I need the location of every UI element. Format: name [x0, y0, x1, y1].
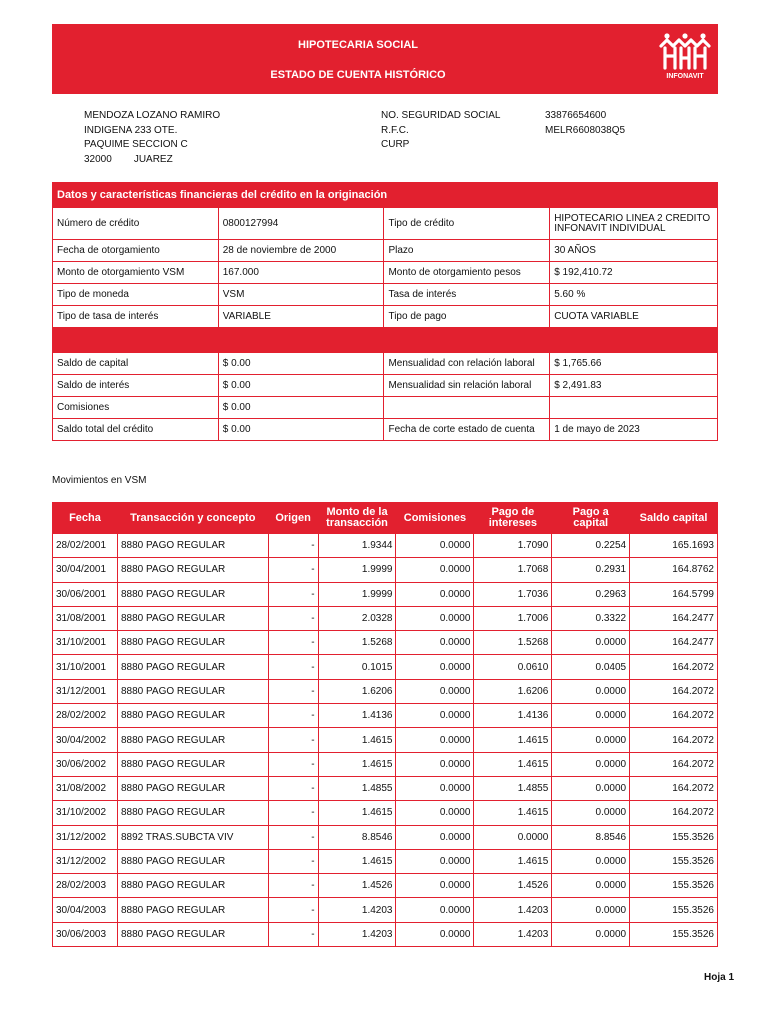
capital-cell: 0.0000 [552, 922, 630, 946]
numero-credito-label: Número de crédito [53, 208, 219, 240]
holder-zip: 32000 [84, 153, 112, 165]
intereses-cell: 1.4615 [474, 752, 552, 776]
intereses-cell: 1.5268 [474, 631, 552, 655]
monto-cell: 1.4615 [318, 728, 396, 752]
concepto-cell: 8880 PAGO REGULAR [117, 606, 268, 630]
table-row [53, 801, 718, 825]
origen-cell: - [268, 606, 318, 630]
comisiones-cell: 0.0000 [396, 582, 474, 606]
capital-cell: 0.0000 [552, 898, 630, 922]
origen-cell: - [268, 776, 318, 800]
capital-cell: 8.8546 [552, 825, 630, 849]
saldo-cell: 155.3526 [630, 922, 718, 946]
credit-summary-table [52, 182, 718, 441]
saldo-capital-value: $ 0.00 [218, 353, 384, 375]
capital-cell: 0.2963 [552, 582, 630, 606]
holder-name: MENDOZA LOZANO RAMIRO [84, 110, 221, 121]
capital-cell: 0.0000 [552, 704, 630, 728]
concepto-cell: 8880 PAGO REGULAR [117, 874, 268, 898]
monto-cell: 1.4855 [318, 776, 396, 800]
intereses-cell: 1.7006 [474, 606, 552, 630]
credit-section-header [53, 183, 718, 208]
capital-cell: 0.0000 [552, 631, 630, 655]
saldo-total-label: Saldo total del crédito [53, 419, 219, 441]
saldo-cell: 164.2477 [630, 606, 718, 630]
tipo-moneda-label: Tipo de moneda [53, 284, 219, 306]
house-icon [656, 32, 714, 72]
intereses-cell: 1.4615 [474, 728, 552, 752]
saldo-capital-label: Saldo de capital [53, 353, 219, 375]
fecha-otorgamiento-value: 28 de noviembre de 2000 [218, 240, 384, 262]
concepto-cell: 8880 PAGO REGULAR [117, 631, 268, 655]
tipo-credito-value: HIPOTECARIO LINEA 2 CREDITO INFONAVIT INDIVIDUAL [550, 208, 718, 240]
table-row [53, 776, 718, 800]
comisiones-cell: 0.0000 [396, 655, 474, 679]
table-row [53, 825, 718, 849]
intereses-cell: 0.0000 [474, 825, 552, 849]
fecha-cell: 30/04/2002 [53, 728, 118, 752]
saldo-cell: 164.2072 [630, 728, 718, 752]
monto-cell: 1.9999 [318, 582, 396, 606]
saldo-cell: 155.3526 [630, 849, 718, 873]
infonavit-logo [656, 32, 714, 88]
concepto-cell: 8880 PAGO REGULAR [117, 655, 268, 679]
monto-cell: 1.4203 [318, 922, 396, 946]
concepto-cell: 8880 PAGO REGULAR [117, 922, 268, 946]
col-monto: Monto de la transacción [318, 503, 396, 534]
saldo-cell: 165.1693 [630, 534, 718, 558]
comisiones-cell: 0.0000 [396, 631, 474, 655]
capital-cell: 0.0000 [552, 874, 630, 898]
fecha-cell: 28/02/2001 [53, 534, 118, 558]
capital-cell: 0.2254 [552, 534, 630, 558]
rfc-label: R.F.C. [381, 124, 409, 136]
table-row [53, 284, 718, 306]
saldo-interes-value: $ 0.00 [218, 375, 384, 397]
concepto-cell: 8880 PAGO REGULAR [117, 776, 268, 800]
fecha-cell: 31/08/2001 [53, 606, 118, 630]
comisiones-value: $ 0.00 [218, 397, 384, 419]
fecha-cell: 31/12/2002 [53, 849, 118, 873]
nss-value: 33876654600 [545, 110, 607, 121]
fecha-cell: 31/10/2001 [53, 631, 118, 655]
table-row [53, 558, 718, 582]
tipo-tasa-value: VARIABLE [218, 306, 384, 328]
fecha-cell: 30/06/2003 [53, 922, 118, 946]
movements-title: Movimientos en VSM [52, 475, 147, 486]
table-row [53, 262, 718, 284]
plazo-value: 30 AÑOS [550, 240, 718, 262]
fecha-otorgamiento-label: Fecha de otorgamiento [53, 240, 219, 262]
table-row [53, 306, 718, 328]
table-row [53, 208, 718, 240]
comisiones-cell: 0.0000 [396, 825, 474, 849]
concepto-cell: 8880 PAGO REGULAR [117, 534, 268, 558]
comisiones-cell: 0.0000 [396, 874, 474, 898]
saldo-cell: 155.3526 [630, 874, 718, 898]
fecha-cell: 30/06/2002 [53, 752, 118, 776]
monto-cell: 1.6206 [318, 679, 396, 703]
monto-cell: 0.1015 [318, 655, 396, 679]
table-row [53, 631, 718, 655]
comisiones-cell: 0.0000 [396, 728, 474, 752]
saldo-cell: 164.2072 [630, 801, 718, 825]
col-fecha: Fecha [53, 503, 118, 534]
table-row [53, 655, 718, 679]
movements-header-row [53, 503, 718, 534]
mensualidad-sin-label: Mensualidad sin relación laboral [384, 375, 550, 397]
monto-cell: 1.9999 [318, 558, 396, 582]
capital-cell: 0.0000 [552, 776, 630, 800]
document-subtitle: ESTADO DE CUENTA HISTÓRICO [270, 69, 446, 81]
saldo-cell: 164.2072 [630, 704, 718, 728]
table-row [53, 582, 718, 606]
monto-cell: 1.4615 [318, 752, 396, 776]
col-pago-capital: Pago a capital [552, 503, 630, 534]
origen-cell: - [268, 922, 318, 946]
fecha-cell: 31/12/2002 [53, 825, 118, 849]
movements-body [53, 534, 718, 947]
comisiones-cell: 0.0000 [396, 534, 474, 558]
intereses-cell: 1.4615 [474, 801, 552, 825]
monto-cell: 8.8546 [318, 825, 396, 849]
monto-cell: 1.9344 [318, 534, 396, 558]
col-origen: Origen [268, 503, 318, 534]
nss-label: NO. SEGURIDAD SOCIAL [381, 110, 501, 121]
logo-text: INFONAVIT [666, 73, 704, 80]
fecha-cell: 31/08/2002 [53, 776, 118, 800]
origen-cell: - [268, 679, 318, 703]
concepto-cell: 8880 PAGO REGULAR [117, 801, 268, 825]
mensualidad-con-value: $ 1,765.66 [550, 353, 718, 375]
concepto-cell: 8892 TRAS.SUBCTA VIV [117, 825, 268, 849]
capital-cell: 0.0000 [552, 849, 630, 873]
concepto-cell: 8880 PAGO REGULAR [117, 849, 268, 873]
holder-colony: PAQUIME SECCION C [84, 139, 188, 150]
capital-cell: 0.0000 [552, 752, 630, 776]
table-row [53, 704, 718, 728]
fecha-cell: 30/06/2001 [53, 582, 118, 606]
numero-credito-value: 0800127994 [218, 208, 384, 240]
table-row [53, 849, 718, 873]
fecha-cell: 31/10/2001 [53, 655, 118, 679]
origen-cell: - [268, 898, 318, 922]
saldo-cell: 155.3526 [630, 825, 718, 849]
saldo-cell: 155.3526 [630, 898, 718, 922]
saldo-cell: 164.2072 [630, 752, 718, 776]
origen-cell: - [268, 849, 318, 873]
table-row [53, 397, 718, 419]
comisiones-cell: 0.0000 [396, 606, 474, 630]
origen-cell: - [268, 801, 318, 825]
intereses-cell: 1.4526 [474, 874, 552, 898]
origen-cell: - [268, 631, 318, 655]
origen-cell: - [268, 655, 318, 679]
holder-city: JUAREZ [133, 153, 173, 165]
concepto-cell: 8880 PAGO REGULAR [117, 704, 268, 728]
saldo-interes-label: Saldo de interés [53, 375, 219, 397]
col-pago-intereses: Pago de intereses [474, 503, 552, 534]
fecha-corte-label: Fecha de corte estado de cuenta [384, 419, 550, 441]
monto-cell: 1.4136 [318, 704, 396, 728]
monto-cell: 1.4203 [318, 898, 396, 922]
comisiones-cell: 0.0000 [396, 752, 474, 776]
monto-cell: 1.4615 [318, 849, 396, 873]
holder-zip-city [84, 153, 220, 168]
section-divider [53, 328, 718, 353]
comisiones-cell: 0.0000 [396, 776, 474, 800]
col-saldo-capital: Saldo capital [630, 503, 718, 534]
fecha-cell: 30/04/2001 [53, 558, 118, 582]
rfc-value: MELR6608038Q5 [545, 124, 626, 136]
tipo-credito-label: Tipo de crédito [384, 208, 550, 240]
fecha-cell: 30/04/2003 [53, 898, 118, 922]
table-row [53, 353, 718, 375]
intereses-cell: 1.7090 [474, 534, 552, 558]
plazo-label: Plazo [384, 240, 550, 262]
table-row [53, 419, 718, 441]
fecha-cell: 31/10/2002 [53, 801, 118, 825]
origen-cell: - [268, 728, 318, 752]
concepto-cell: 8880 PAGO REGULAR [117, 558, 268, 582]
monto-pesos-label: Monto de otorgamiento pesos [384, 262, 550, 284]
tipo-tasa-label: Tipo de tasa de interés [53, 306, 219, 328]
origen-cell: - [268, 704, 318, 728]
table-row [53, 874, 718, 898]
comisiones-cell: 0.0000 [396, 801, 474, 825]
tipo-pago-value: CUOTA VARIABLE [550, 306, 718, 328]
capital-cell: 0.3322 [552, 606, 630, 630]
intereses-cell: 1.4203 [474, 922, 552, 946]
monto-vsm-label: Monto de otorgamiento VSM [53, 262, 219, 284]
comisiones-cell: 0.0000 [396, 558, 474, 582]
monto-cell: 2.0328 [318, 606, 396, 630]
credit-section-title: Datos y características financieras del crédito en la originación [53, 183, 718, 208]
fecha-cell: 28/02/2002 [53, 704, 118, 728]
mensualidad-con-label: Mensualidad con relación laboral [384, 353, 550, 375]
id-values [545, 109, 625, 138]
intereses-cell: 1.4615 [474, 849, 552, 873]
id-labels [381, 109, 500, 153]
monto-cell: 1.5268 [318, 631, 396, 655]
capital-cell: 0.0405 [552, 655, 630, 679]
comisiones-cell: 0.0000 [396, 679, 474, 703]
intereses-cell: 0.0610 [474, 655, 552, 679]
holder-street: INDIGENA 233 OTE. [84, 124, 178, 136]
origen-cell: - [268, 752, 318, 776]
saldo-cell: 164.8762 [630, 558, 718, 582]
tipo-moneda-value: VSM [218, 284, 384, 306]
table-row [53, 679, 718, 703]
saldo-cell: 164.2072 [630, 776, 718, 800]
intereses-cell: 1.4855 [474, 776, 552, 800]
fecha-cell: 28/02/2003 [53, 874, 118, 898]
table-row [53, 240, 718, 262]
curp-label: CURP [381, 139, 410, 150]
comisiones-cell: 0.0000 [396, 922, 474, 946]
intereses-cell: 1.7036 [474, 582, 552, 606]
capital-cell: 0.0000 [552, 728, 630, 752]
capital-cell: 0.0000 [552, 679, 630, 703]
intereses-cell: 1.4203 [474, 898, 552, 922]
fecha-cell: 31/12/2001 [53, 679, 118, 703]
monto-cell: 1.4615 [318, 801, 396, 825]
document-title: HIPOTECARIA SOCIAL [298, 39, 418, 51]
table-row [53, 606, 718, 630]
concepto-cell: 8880 PAGO REGULAR [117, 582, 268, 606]
origen-cell: - [268, 874, 318, 898]
concepto-cell: 8880 PAGO REGULAR [117, 679, 268, 703]
mensualidad-sin-value: $ 2,491.83 [550, 375, 718, 397]
table-row [53, 375, 718, 397]
intereses-cell: 1.6206 [474, 679, 552, 703]
origen-cell: - [268, 825, 318, 849]
table-row [53, 534, 718, 558]
fecha-corte-value: 1 de mayo de 2023 [550, 419, 718, 441]
table-row [53, 752, 718, 776]
saldo-cell: 164.2477 [630, 631, 718, 655]
intereses-cell: 1.4136 [474, 704, 552, 728]
comisiones-label: Comisiones [53, 397, 219, 419]
comisiones-cell: 0.0000 [396, 704, 474, 728]
saldo-cell: 164.2072 [630, 679, 718, 703]
holder-info [84, 109, 220, 167]
capital-cell: 0.0000 [552, 801, 630, 825]
origen-cell: - [268, 534, 318, 558]
monto-pesos-value: $ 192,410.72 [550, 262, 718, 284]
comisiones-cell: 0.0000 [396, 849, 474, 873]
concepto-cell: 8880 PAGO REGULAR [117, 728, 268, 752]
origen-cell: - [268, 582, 318, 606]
intereses-cell: 1.7068 [474, 558, 552, 582]
col-transaccion: Transacción y concepto [117, 503, 268, 534]
table-row [53, 728, 718, 752]
origen-cell: - [268, 558, 318, 582]
tipo-pago-label: Tipo de pago [384, 306, 550, 328]
saldo-cell: 164.5799 [630, 582, 718, 606]
concepto-cell: 8880 PAGO REGULAR [117, 898, 268, 922]
capital-cell: 0.2931 [552, 558, 630, 582]
table-row [53, 898, 718, 922]
page-number: Hoja 1 [704, 972, 735, 983]
monto-vsm-value: 167.000 [218, 262, 384, 284]
movements-table [52, 502, 718, 947]
comisiones-cell: 0.0000 [396, 898, 474, 922]
tasa-interes-label: Tasa de interés [384, 284, 550, 306]
tasa-interes-value: 5.60 % [550, 284, 718, 306]
table-row [53, 922, 718, 946]
monto-cell: 1.4526 [318, 874, 396, 898]
saldo-cell: 164.2072 [630, 655, 718, 679]
saldo-total-value: $ 0.00 [218, 419, 384, 441]
col-comisiones: Comisiones [396, 503, 474, 534]
concepto-cell: 8880 PAGO REGULAR [117, 752, 268, 776]
header-banner [52, 24, 718, 94]
